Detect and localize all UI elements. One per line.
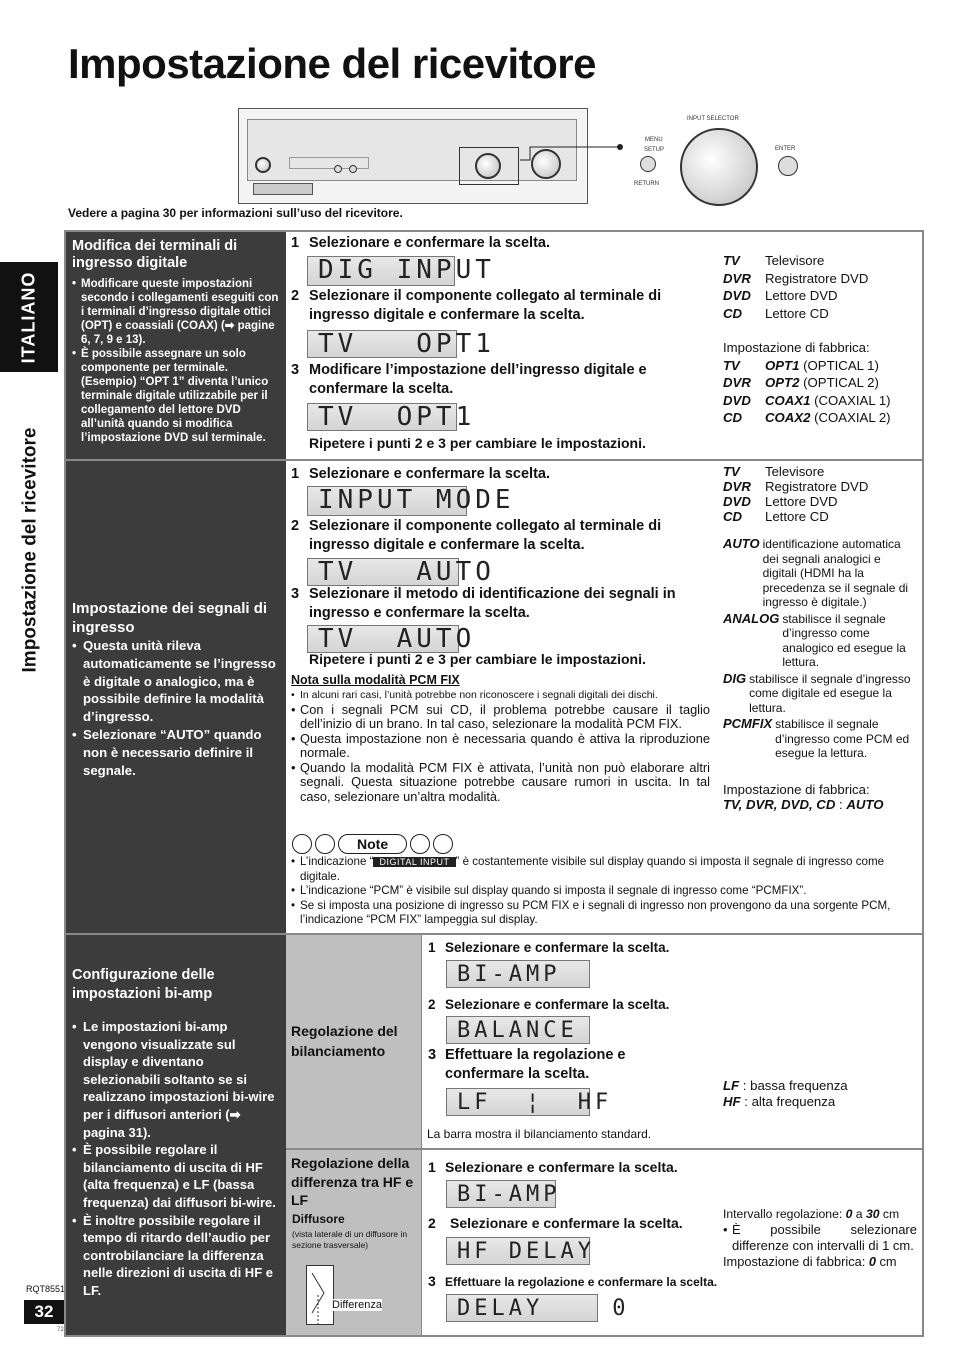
s2-step1: Selezionare e confermare la scelta. <box>309 466 550 482</box>
doc-code-small: 72 <box>57 1327 64 1333</box>
section-side-label: Impostazione del ricevitore <box>19 427 40 673</box>
pcm-note: • Con i segnali PCM sui CD, il problema potrebbe causare il taglio dell’inizio di un brano. In tal caso, selezionare la modalità PCM FIX. <box>291 703 710 732</box>
s1-step1: Selezionare e confermare la scelta. <box>309 235 550 251</box>
b-display-2: BALANCE <box>446 1016 590 1044</box>
def-key: TV <box>723 464 740 479</box>
enter-label: ENTER <box>775 146 796 152</box>
range-text: a <box>852 1207 866 1221</box>
factory-value: OPT1 <box>765 357 800 373</box>
range-min: 0 <box>845 1207 853 1221</box>
return-button[interactable] <box>640 156 656 172</box>
s2-device-list <box>723 464 918 524</box>
factory-value: OPT2 <box>765 375 800 390</box>
factory-label: Impostazione di fabbrica: <box>723 340 870 355</box>
def-key: DVR <box>723 270 751 286</box>
note-item: • L’indicazione “PCM” è visibile sul display quando si imposta il segnale di ingresso come “PCMFIX”. <box>291 884 916 899</box>
page-title: Impostazione del ricevitore <box>68 40 596 87</box>
s2-mode-list <box>723 537 918 761</box>
note-item: • Se si imposta una posizione di ingresso su PCM FIX e i segnali di ingresso non provengono da una sorgente PCM, l’indicazione “PCM FIX” lampeggia sul display. <box>291 899 916 928</box>
s1-step2: Selezionare il componente collegato al terminale di ingresso digitale e confermare la scelta. <box>309 288 662 323</box>
balance-bar-note: La barra mostra il bilanciamento standard. <box>427 1127 652 1141</box>
differenza-label: Differenza <box>332 1299 382 1311</box>
mode-key: PCMFIX <box>723 716 773 731</box>
s1-repeat: Ripetere i punti 2 e 3 per cambiare le impostazioni. <box>309 435 646 451</box>
pcm-note: • Questa impostazione non è necessaria quando è attiva la riproduzione normale. <box>291 732 710 761</box>
factory-value: COAX1 <box>765 392 811 408</box>
lf-hf-legend: LF : bassa frequenza HF : alta frequenza <box>723 1078 848 1109</box>
def-key: TV <box>723 253 740 268</box>
factory-desc: (OPTICAL 1) <box>803 357 879 373</box>
s2-step3: Selezionare il metodo di identificazione dei segnali in ingresso e confermare la scelta. <box>309 586 676 621</box>
factory-value: COAX2 <box>765 410 811 425</box>
factory-desc: (OPTICAL 2) <box>803 375 879 390</box>
section2-bullet: • Questa unità rileva automaticamente se l’ingresso è digitale o analogico, ma è possibile definire la modalità d’ingresso. <box>72 637 282 726</box>
page-number: 32 <box>24 1300 64 1324</box>
s2-display-3: TV AUTO <box>307 625 459 653</box>
diffusore-label: Diffusore <box>292 1212 345 1226</box>
factory-unit: cm <box>875 1254 897 1269</box>
doc-code: RQT8551 <box>26 1284 66 1294</box>
delay-info <box>723 1206 917 1270</box>
s1-display-3: TV OPT1 <box>307 403 457 431</box>
factory-desc: (COAXIAL 2) <box>814 410 891 425</box>
factory-label: Impostazione di fabbrica: <box>723 1254 869 1269</box>
s2-repeat: Ripetere i punti 2 e 3 per cambiare le impostazioni. <box>309 651 646 667</box>
d-step2: Selezionare e confermare la scelta. <box>450 1215 683 1231</box>
factory-desc: (COAXIAL 1) <box>814 392 891 408</box>
mode-key: AUTO <box>723 536 760 551</box>
def-val: Lettore DVD <box>765 494 838 509</box>
mode-key: DIG <box>723 670 747 686</box>
def-val: Lettore CD <box>765 305 829 321</box>
factory-label: Impostazione di fabbrica: <box>723 782 870 797</box>
range-max: 30 <box>865 1207 880 1221</box>
section1-bullet: • È possibile assegnare un solo componente per terminale. (Esempio) “OPT 1” diventa l’unico terminale digitale utilizzabile per il collegamento del lettore DVD all’unità quando si modifica l’impostazione DVD sul terminale. <box>72 347 282 445</box>
return-label: RETURN <box>634 181 659 187</box>
section1-title: Modifica dei terminali di ingresso digitale <box>72 238 238 271</box>
def-key: TV <box>723 357 740 373</box>
def-key: CD <box>723 410 743 425</box>
d-display-3: DELAY 0 <box>446 1294 598 1322</box>
d-display-1: BI-AMP <box>446 1180 556 1208</box>
s1-step3: Modificare l’impostazione dell’ingresso digitale e confermare la scelta. <box>309 362 647 397</box>
pcm-note-title: Nota sulla modalità PCM FIX <box>291 673 460 687</box>
note-header <box>292 833 453 855</box>
factory-keys: TV, DVR, DVD, CD <box>723 797 836 812</box>
range-note: • È possibile selezionare differenze con intervalli di 1 cm. <box>723 1222 917 1254</box>
pcm-note: • In alcuni rari casi, l’unità potrebbe non riconoscere i segnali digitali dei dischi. <box>291 688 710 703</box>
diffusore-sub: (vista laterale di un diffusore in sezione trasversale) <box>292 1229 408 1250</box>
input-selector-knob[interactable] <box>680 128 758 206</box>
section2-title: Impostazione dei segnali di ingresso <box>72 600 268 636</box>
note-text: ” è costantemente visibile sul display quando si imposta il segnale di ingresso come digitale. <box>300 855 885 883</box>
def-val: Televisore <box>765 253 825 268</box>
section3-bullet: • È possibile regolare il bilanciamento di uscita di HF (alta frequenza) e LF (bassa frequenza) dai diffusori bi-wire. <box>72 1141 277 1211</box>
section3-title: Configurazione delle impostazioni bi-amp <box>72 967 215 1002</box>
def-key: DVD <box>723 494 751 509</box>
section3-bullet: • Le impostazioni bi-amp vengono visualizzate sul display e diventano selezionabili soltanto se si realizzano impostazioni bi-wire per i diffusori anteriori (➡ pagina 31). <box>72 1018 277 1141</box>
enter-button[interactable] <box>778 156 798 176</box>
b-display-3: LF ¦ HF <box>446 1088 590 1116</box>
def-key: LF <box>723 1078 740 1093</box>
def-key: DVD <box>723 392 751 408</box>
input-selector-label: INPUT SELECTOR <box>687 116 739 122</box>
factory-value: AUTO <box>846 797 884 812</box>
s2-display-1: INPUT MODE <box>307 486 467 516</box>
section2-bullet: • Selezionare “AUTO” quando non è necessario definire il segnale. <box>72 726 282 779</box>
divider <box>286 1148 922 1150</box>
mode-desc: identificazione automatica dei segnali analogici e digitali (HDMI ha la precedenza se il segnale di ingresso è digitale.) <box>762 537 909 609</box>
range-text: Intervallo regolazione: <box>723 1207 846 1221</box>
speaker-lines <box>306 1265 346 1327</box>
d-step1: Selezionare e confermare la scelta. <box>445 1159 678 1175</box>
def-val: Lettore CD <box>765 509 829 524</box>
section1-bullet: • Modificare queste impostazioni secondo i collegamenti eseguiti con i terminali d’ingresso digitale ottici (OPT) e coassiali (COAX) (➡ pagine 6, 7, 9 e 13). <box>72 277 282 347</box>
def-val: alta frequenza <box>751 1093 836 1109</box>
section3-bullet: • È inoltre possibile regolare il tempo di ritardo dell’audio per controbilanciare la differenza nelle direzioni di uscita di HF e LF. <box>72 1212 277 1300</box>
def-key: DVD <box>723 288 751 303</box>
b-step3: Effettuare la regolazione e confermare la scelta. <box>445 1047 626 1082</box>
def-key: CD <box>723 305 743 321</box>
setup-label: SETUP <box>644 147 665 153</box>
language-label: ITALIANO <box>18 271 39 363</box>
mode-desc: stabilisce il segnale d’ingresso come analogico ed esegue la lettura. <box>782 611 906 669</box>
s2-display-2: TV AUTO <box>307 558 459 586</box>
factory-value: 0 <box>868 1254 876 1269</box>
note-text: L’indicazione “ <box>300 855 374 868</box>
def-key: HF <box>723 1093 741 1109</box>
digital-input-badge: DIGITAL INPUT <box>373 857 455 867</box>
column-divider <box>421 935 422 1335</box>
d-display-2: HF DELAY <box>446 1237 590 1265</box>
def-val: Registratore DVD <box>765 479 869 494</box>
s1-display-2: TV OPT1 <box>307 330 457 358</box>
def-key: DVR <box>723 375 751 390</box>
pcm-note: • Quando la modalità PCM FIX è attivata, l’unità non può elaborare altri segnali. Questa situazione potrebbe causare rumori in uscita. In tal caso, selezionare un’altra modalità. <box>291 761 710 805</box>
b-step1: Selezionare e confermare la scelta. <box>445 940 670 955</box>
s1-device-list <box>723 252 918 427</box>
def-val: Lettore DVD <box>765 288 838 303</box>
s1-display-1: DIG INPUT <box>307 256 455 286</box>
b-step2: Selezionare e confermare la scelta. <box>445 997 670 1012</box>
reference-note: Vedere a pagina 30 per informazioni sull’uso del ricevitore. <box>68 206 403 220</box>
mode-desc: stabilisce il segnale d’ingresso come digitale ed esegue la lettura. <box>749 671 911 715</box>
def-val: Registratore DVD <box>765 270 869 286</box>
def-key: DVR <box>723 479 751 494</box>
balance-label: Regolazione del bilanciamento <box>291 1023 398 1059</box>
delay-label: Regolazione della differenza tra HF e LF <box>291 1155 414 1208</box>
mode-desc: stabilisce il segnale d’ingresso come PCM ed esegue la lettura. <box>775 717 910 760</box>
b-display-1: BI-AMP <box>446 960 590 988</box>
note-label: Note <box>338 834 407 854</box>
callout-line <box>520 130 630 170</box>
d-step3: Effettuare la regolazione e confermare la scelta. <box>445 1275 718 1289</box>
def-val: bassa frequenza <box>750 1078 848 1093</box>
def-val: Televisore <box>765 464 825 479</box>
note-item <box>291 855 916 884</box>
menu-label: MENU <box>645 137 663 143</box>
s2-step2: Selezionare il componente collegato al terminale di ingresso digitale e confermare la scelta. <box>309 518 662 553</box>
def-key: CD <box>723 509 743 524</box>
mode-key: ANALOG <box>723 610 780 626</box>
range-unit: cm <box>879 1207 900 1221</box>
